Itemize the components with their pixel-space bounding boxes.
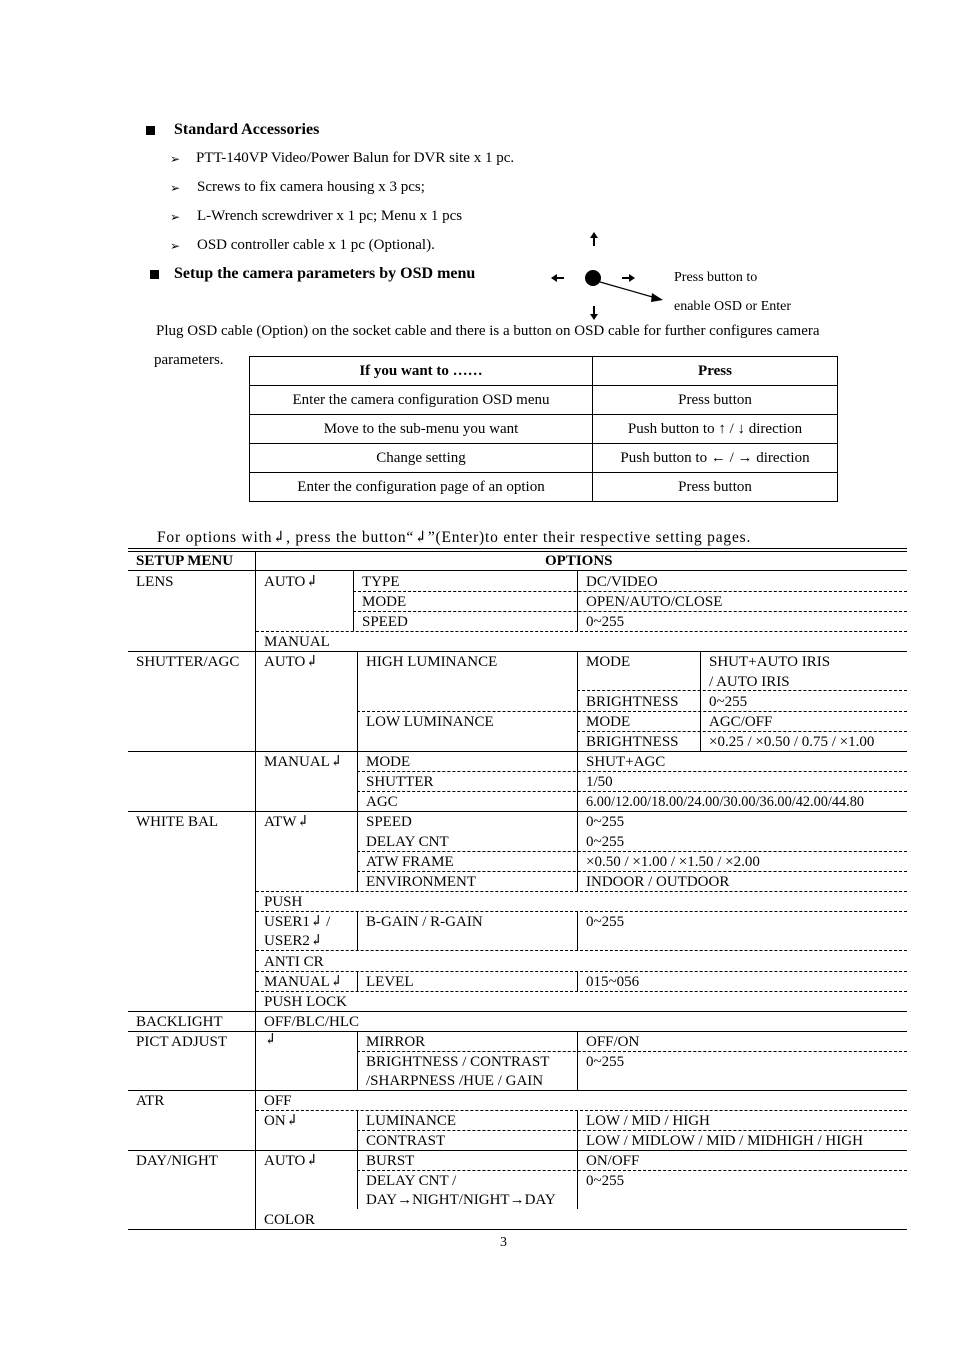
table-cell: ATW↲ (264, 814, 310, 830)
table-cell: OFF (264, 1093, 292, 1109)
table-cell: ANTI CR (264, 954, 324, 970)
table-cell: MODE (586, 714, 631, 730)
table-cell: BURST (366, 1153, 415, 1169)
accessory-item: OSD controller cable x 1 pc (Optional). (197, 237, 435, 253)
table-cell: PUSH (264, 894, 303, 910)
table-cell: SHUTTER (366, 774, 434, 790)
osd-joystick-diagram (540, 228, 670, 323)
menu-head-options: OPTIONS (545, 553, 613, 569)
table-cell: ENVIRONMENT (366, 874, 476, 890)
table-cell: LEVEL (366, 974, 414, 990)
table-cell: AUTO↲ (264, 654, 318, 670)
osd-note-line1: Press button to (674, 270, 758, 285)
table-row (250, 386, 838, 415)
enter-icon: ↲ (264, 1032, 277, 1048)
page-number: 3 (500, 1235, 507, 1250)
table-row (250, 444, 838, 473)
table-cell: 0~255 (586, 814, 625, 830)
table-cell: LENS (136, 574, 174, 590)
table-cell: DAY→NIGHT/NIGHT→DAY (366, 1192, 556, 1208)
table-cell: Enter the configuration page of an option (250, 473, 593, 502)
table-row (250, 473, 838, 502)
press-table-head-right: Press (698, 362, 732, 379)
triangle-bullet-icon: ➢ (170, 181, 181, 195)
triangle-bullet-icon: ➢ (170, 210, 181, 224)
table-cell: LOW / MID / HIGH (586, 1113, 710, 1129)
table-cell: SHUTTER/AGC (136, 654, 240, 670)
table-cell: MODE (362, 594, 407, 610)
triangle-bullet-icon: ➢ (170, 239, 181, 253)
table-cell: 0~255 (586, 834, 625, 850)
table-cell: PUSH LOCK (264, 994, 347, 1010)
table-cell: MANUAL (264, 634, 330, 650)
table-cell: ATW FRAME (366, 854, 454, 870)
bullet-square-icon (146, 126, 155, 135)
press-table-head-left: If you want to …… (359, 362, 483, 379)
accessory-item: L-Wrench screwdriver x 1 pc; Menu x 1 pcs (197, 208, 463, 224)
osd-intro-line1: Plug OSD cable (Option) on the socket cable and there is a button on OSD cable for further configures camera (156, 323, 820, 339)
osd-button-dot (585, 270, 601, 286)
table-cell: ON↲ (264, 1113, 299, 1129)
table-cell: SHUT+AGC (586, 754, 666, 770)
table-cell: BRIGHTNESS / CONTRAST (366, 1054, 550, 1070)
table-cell: Press button (593, 386, 838, 415)
table-cell: AUTO↲ (264, 574, 318, 590)
table-cell: INDOOR / OUTDOOR (586, 874, 730, 890)
arrow-down-icon (590, 306, 598, 320)
table-cell: AUTO↲ (264, 1153, 318, 1169)
table-cell: CONTRAST (366, 1133, 446, 1149)
table-cell: DELAY CNT (366, 834, 449, 850)
menu-head-setup: SETUP MENU (136, 553, 234, 569)
accessory-item: PTT-140VP Video/Power Balun for DVR site x 1 pc. (196, 150, 515, 166)
triangle-bullet-icon: ➢ (170, 152, 181, 166)
table-cell: Push button to ← / → direction (593, 444, 838, 473)
accessory-item: Screws to fix camera housing x 3 pcs; (197, 179, 425, 195)
table-cell: DC/VIDEO (586, 574, 658, 590)
table-cell: 0~255 (586, 1054, 625, 1070)
table-cell: OFF/ON (586, 1034, 640, 1050)
table-cell: 015~056 (586, 974, 640, 990)
table-cell: Push button to ↑ / ↓ direction (593, 415, 838, 444)
table-cell: Press button (593, 473, 838, 502)
table-cell: Move to the sub-menu you want (250, 415, 593, 444)
table-cell: DAY/NIGHT (136, 1153, 218, 1169)
table-cell: SPEED (366, 814, 412, 830)
table-cell: DELAY CNT / (366, 1173, 457, 1189)
table-cell: Change setting (250, 444, 593, 473)
table-cell: MANUAL↲ (264, 754, 343, 770)
osd-note-line2: enable OSD or Enter (674, 299, 792, 314)
table-cell: MIRROR (366, 1034, 426, 1050)
table-cell: USER2↲ (264, 933, 323, 949)
table-cell: ATR (136, 1093, 165, 1109)
table-cell: 1/50 (586, 774, 613, 790)
table-cell: SHUT+AUTO IRIS (709, 654, 831, 670)
table-cell: B-GAIN / R-GAIN (366, 914, 483, 930)
table-row (250, 415, 838, 444)
table-cell: BRIGHTNESS (586, 734, 679, 750)
table-cell: BRIGHTNESS (586, 694, 679, 710)
table-cell: AGC/OFF (709, 714, 773, 730)
table-cell: /SHARPNESS /HUE / GAIN (366, 1073, 544, 1089)
table-cell: 0~255 (586, 614, 625, 630)
press-table (249, 356, 838, 502)
table-cell: WHITE BAL (136, 814, 219, 830)
table-cell: AGC (366, 794, 398, 810)
table-cell: 0~255 (586, 914, 625, 930)
table-cell: ×0.25 / ×0.50 / 0.75 / ×1.00 (709, 734, 875, 750)
table-cell: BACKLIGHT (136, 1014, 223, 1030)
table-cell: OFF/BLC/HLC (264, 1014, 360, 1030)
table-cell: COLOR (264, 1212, 315, 1228)
osd-heading: Setup the camera parameters by OSD menu (174, 265, 476, 282)
table-cell: HIGH LUMINANCE (366, 654, 498, 670)
table-cell: ×0.50 / ×1.00 / ×1.50 / ×2.00 (586, 854, 760, 870)
table-cell: LUMINANCE (366, 1113, 456, 1129)
table-cell: MODE (366, 754, 411, 770)
table-cell: PICT ADJUST (136, 1034, 227, 1050)
table-cell: USER1↲ / (264, 914, 331, 930)
table-cell: 0~255 (709, 694, 748, 710)
arrow-left-icon (551, 274, 564, 282)
options-note: For options with↲, press the button“↲”(Enter)to enter their respective setting pages. (157, 529, 752, 546)
arrow-right-icon (622, 274, 635, 282)
table-cell: ON/OFF (586, 1153, 640, 1169)
table-cell: SPEED (362, 614, 408, 630)
table-cell: / AUTO IRIS (709, 674, 790, 690)
arrow-up-icon (590, 232, 598, 246)
table-cell: MANUAL↲ (264, 974, 343, 990)
bullet-square-icon (150, 270, 159, 279)
table-cell: TYPE (362, 574, 400, 590)
table-cell: LOW LUMINANCE (366, 714, 494, 730)
table-cell: MODE (586, 654, 631, 670)
table-cell: 0~255 (586, 1173, 625, 1189)
table-cell: LOW / MIDLOW / MID / MIDHIGH / HIGH (586, 1133, 863, 1149)
table-cell: 6.00/12.00/18.00/24.00/30.00/36.00/42.00/44.80 (586, 794, 865, 810)
osd-intro-line2: parameters. (154, 352, 224, 368)
table-cell: Enter the camera configuration OSD menu (250, 386, 593, 415)
accessories-heading: Standard Accessories (174, 121, 320, 138)
table-cell: OPEN/AUTO/CLOSE (586, 594, 723, 610)
